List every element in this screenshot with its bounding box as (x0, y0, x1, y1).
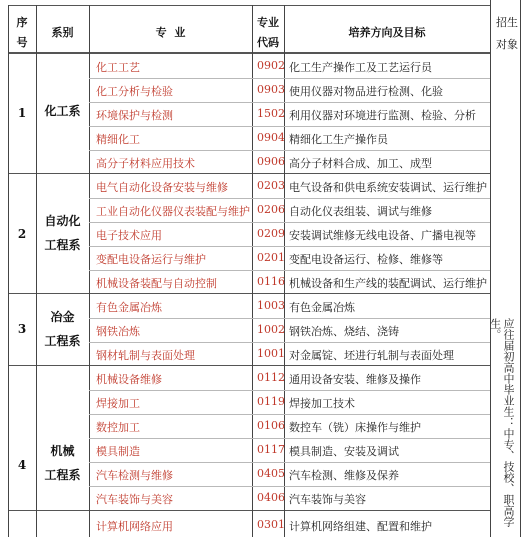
col-divider (89, 5, 90, 537)
row-divider (89, 270, 490, 271)
code-cell: 0119 (257, 395, 285, 408)
group-divider (8, 293, 490, 294)
major-cell: 汽车装饰与美容 (96, 493, 173, 506)
row-divider (89, 246, 490, 247)
group-dept: 工程系 (44, 238, 81, 252)
row-divider (89, 318, 490, 319)
row-divider (89, 126, 490, 127)
goal-cell: 对金属锭、坯进行轧制与表面处理 (289, 349, 454, 362)
major-cell: 高分子材料应用技术 (96, 157, 195, 170)
row-divider (89, 438, 490, 439)
col-divider (490, 0, 491, 537)
code-cell: 0209 (257, 227, 285, 240)
goal-cell: 焊接加工技术 (289, 397, 355, 410)
major-cell: 焊接加工 (96, 397, 140, 410)
row-divider (89, 462, 490, 463)
header-code-top: 专业 (257, 16, 279, 29)
goal-cell: 通用设备安装、维修及操作 (289, 373, 421, 386)
goal-cell: 化工生产操作工及工艺运行员 (289, 61, 432, 74)
table-border-top (8, 5, 490, 6)
group-dept: 工程系 (44, 468, 81, 482)
header-dept: 系别 (51, 26, 74, 39)
code-cell: 0405 (257, 467, 285, 480)
major-cell: 机械设备装配与自动控制 (96, 277, 217, 290)
header-bottom-line (8, 52, 490, 54)
major-cell: 化工分析与检验 (96, 85, 173, 98)
code-cell: 0116 (257, 275, 285, 288)
col-divider (520, 0, 521, 537)
group-number: 1 (17, 106, 27, 120)
code-cell: 0904 (257, 131, 285, 144)
header-enroll-bottom: 对象 (496, 38, 518, 51)
row-divider (89, 150, 490, 151)
header-direction: 培养方向及目标 (348, 26, 426, 39)
code-cell: 0906 (257, 155, 285, 168)
col-divider (252, 5, 253, 537)
major-cell: 钢铁冶炼 (96, 325, 140, 338)
goal-cell: 利用仪器对环境进行监测、检验、分析 (289, 109, 476, 122)
header-code-bottom: 代码 (257, 36, 279, 49)
header-seq-bottom: 号 (16, 36, 28, 49)
group-number: 3 (17, 322, 27, 336)
major-cell: 精细化工 (96, 133, 140, 146)
goal-cell: 使用仪器对物品进行检测、化验 (289, 85, 443, 98)
row-divider (89, 198, 490, 199)
goal-cell: 安装调试维修无线电设备、广播电视等 (289, 229, 476, 242)
code-cell: 0406 (257, 491, 285, 504)
goal-cell: 自动化仪表组装、调试与维修 (289, 205, 432, 218)
header-enroll-top: 招生 (496, 16, 518, 29)
code-cell: 1502 (257, 107, 285, 120)
row-divider (89, 102, 490, 103)
major-cell: 变配电设备运行与维护 (96, 253, 206, 266)
goal-cell: 汽车装饰与美容 (289, 493, 366, 506)
goal-cell: 有色金属冶炼 (289, 301, 355, 314)
goal-cell: 模具制造、安装及调试 (289, 445, 399, 458)
group-dept: 冶金 (50, 310, 75, 324)
goal-cell: 机械设备和生产线的装配调试、运行维护 (289, 277, 487, 290)
goal-cell: 电气设备和供电系统安装调试、运行维护 (289, 181, 487, 194)
group-divider (8, 173, 490, 174)
code-cell: 0106 (257, 419, 285, 432)
row-divider (89, 78, 490, 79)
code-cell: 0206 (257, 203, 285, 216)
goal-cell: 精细化工生产操作员 (289, 133, 388, 146)
code-cell: 0301 (257, 518, 285, 531)
goal-cell: 计算机网络组建、配置和维护 (289, 520, 432, 533)
code-cell: 0117 (257, 443, 285, 456)
group-dept: 化工系 (44, 104, 81, 118)
group-divider (8, 365, 490, 366)
major-cell: 数控加工 (96, 421, 140, 434)
group-number: 4 (17, 458, 27, 472)
major-cell: 钢材轧制与表面处理 (96, 349, 195, 362)
major-cell: 化工工艺 (96, 61, 140, 74)
major-cell: 电子技术应用 (96, 229, 162, 242)
header-seq-top: 序 (16, 16, 28, 29)
major-cell: 计算机网络应用 (96, 520, 173, 533)
header-major: 专 业 (155, 26, 186, 39)
goal-cell: 变配电设备运行、检修、维修等 (289, 253, 443, 266)
row-divider (89, 222, 490, 223)
major-cell: 汽车检测与维修 (96, 469, 173, 482)
code-cell: 1003 (257, 299, 285, 312)
row-divider (89, 390, 490, 391)
group-dept: 自动化 (44, 214, 81, 228)
code-cell: 0203 (257, 179, 285, 192)
code-cell: 0902 (257, 59, 285, 72)
row-divider (89, 414, 490, 415)
major-cell: 机械设备维修 (96, 373, 162, 386)
code-cell: 0903 (257, 83, 285, 96)
major-cell: 环境保护与检测 (96, 109, 173, 122)
group-dept: 工程系 (44, 334, 81, 348)
group-number: 2 (17, 227, 27, 241)
code-cell: 1001 (257, 347, 285, 360)
major-cell: 工业自动化仪器仪表装配与维护 (96, 205, 250, 218)
goal-cell: 汽车检测、维修及保养 (289, 469, 399, 482)
group-dept: 机械 (50, 444, 75, 458)
goal-cell: 高分子材料合成、加工、成型 (289, 157, 432, 170)
goal-cell: 钢铁冶炼、烧结、浇铸 (289, 325, 399, 338)
major-cell: 模具制造 (96, 445, 140, 458)
group-divider (8, 510, 490, 511)
enroll-target-note: 应往届初高中毕业生：中专、技校、职高学生。 (488, 318, 515, 527)
major-cell: 电气自动化设备安装与维修 (96, 181, 228, 194)
goal-cell: 数控车（铣）床操作与维护 (289, 421, 421, 434)
row-divider (89, 342, 490, 343)
row-divider (89, 486, 490, 487)
code-cell: 0112 (257, 371, 285, 384)
code-cell: 0201 (257, 251, 285, 264)
major-cell: 有色金属冶炼 (96, 301, 162, 314)
code-cell: 1002 (257, 323, 285, 336)
